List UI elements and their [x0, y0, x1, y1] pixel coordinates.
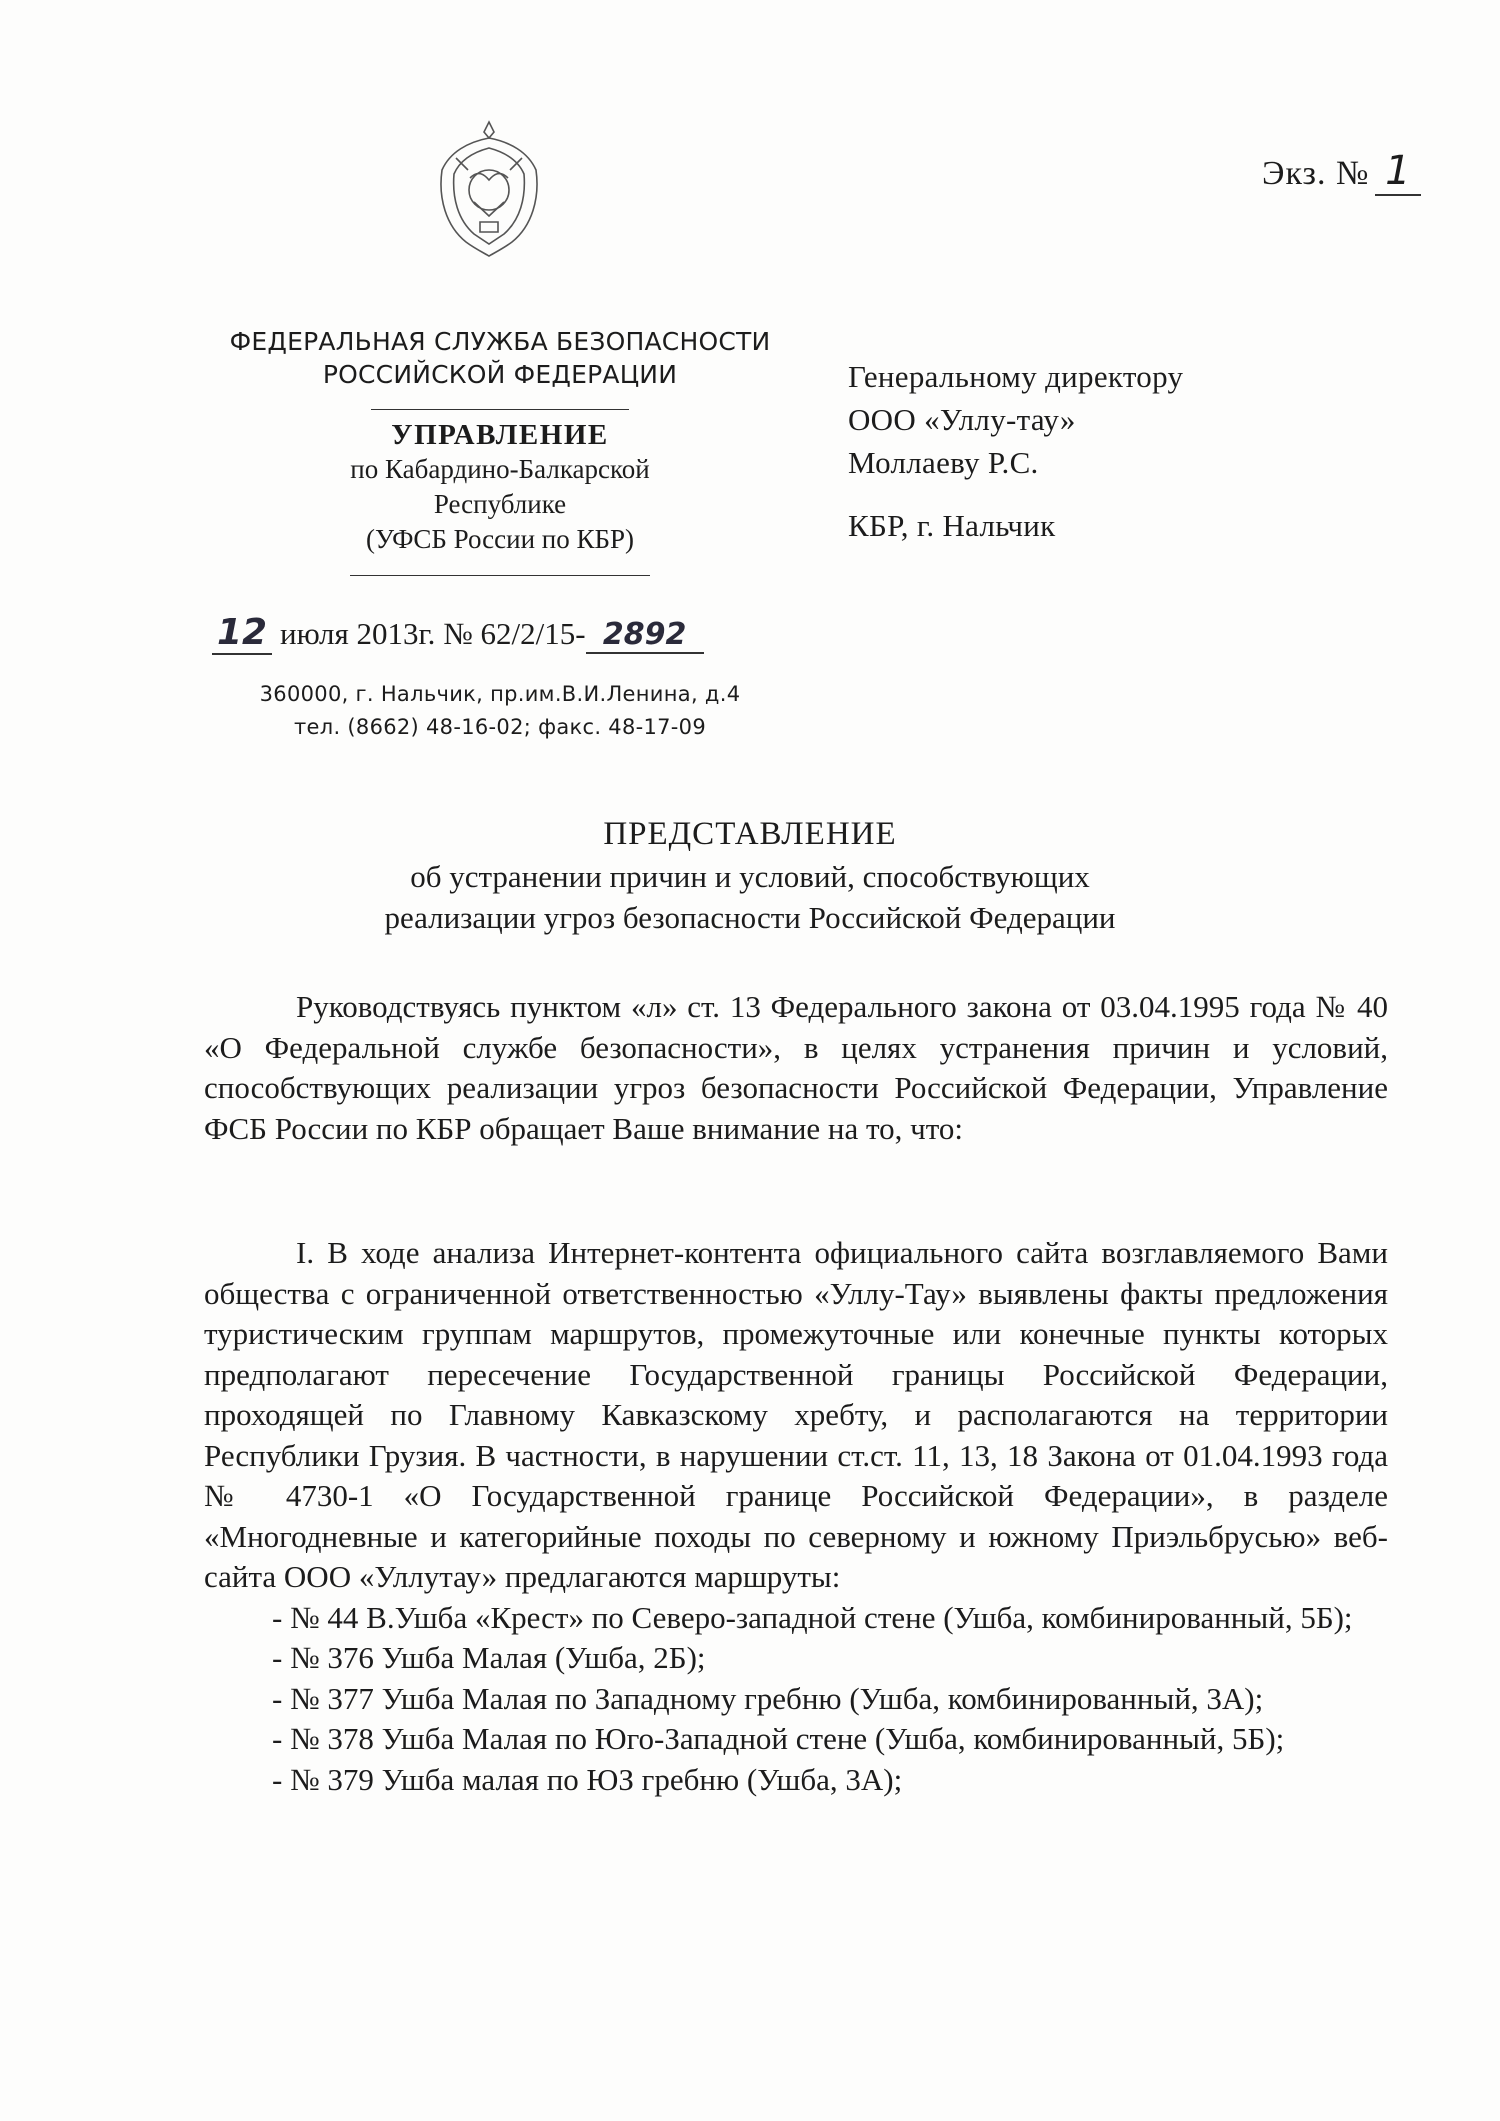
document-title: [200, 812, 1300, 938]
agency-name-line2: РОССИЙСКОЙ ФЕДЕРАЦИИ: [322, 360, 678, 389]
agency-header: [200, 325, 800, 576]
department-title: УПРАВЛЕНИЕ: [391, 419, 609, 451]
body-paragraph-2: [204, 1233, 1388, 1800]
title-sub-line1: об устранении причин и условий, способствующих: [410, 859, 1090, 894]
list-item: - № 379 Ушба малая по ЮЗ гребню (Ушба, 3А);: [272, 1761, 903, 1797]
region-line2: Республике: [433, 489, 567, 519]
fsb-emblem-icon: [428, 118, 550, 260]
divider: [371, 409, 629, 410]
paragraph-text: I. В ходе анализа Интернет-контента официального сайта возглавляемого Вами обществa с ограниченной ответственностью «Уллу-Тау» выявлены факты предложения туристическим группам маршрутов, промежуточные или конечные пункты которых предполагают пересечение Государственной границы Российской Федерации, проходящей по Главному Кавказскому хребту, и располагаются на территории Республики Грузия. В частности, в нарушении ст.ст. 11, 13, 18 Закона от 01.04.1993 года № 4730-1 «О Государственной границе Российской Федерации», в разделе «Многодневные и категорийные походы по северному и южному Приэльбрусью» веб-сайта ООО «Уллутау» предлагаются маршруты:: [204, 1235, 1388, 1594]
month-year: июля 2013г.: [280, 616, 436, 651]
list-item: - № 377 Ушба Малая по Западному гребню (Ушба, комбинированный, 3А);: [272, 1680, 1264, 1716]
list-item: - № 376 Ушба Малая (Ушба, 2Б);: [272, 1640, 706, 1675]
document-number-prefix: № 62/2/15-: [443, 616, 586, 651]
recipient-company: ООО «Уллу-тау»: [848, 402, 1076, 437]
body-paragraph-1: [204, 987, 1388, 1149]
agency-address: [200, 678, 800, 744]
recipient-name: Моллаеву Р.С.: [848, 445, 1039, 480]
title-main: ПРЕДСТАВЛЕНИЕ: [603, 816, 897, 852]
address-line: 360000, г. Нальчик, пр.им.В.И.Ленина, д.4: [259, 682, 741, 706]
recipient-block: [848, 355, 1183, 547]
date-line: [212, 612, 704, 655]
list-item: - № 378 Ушба Малая по Юго-Западной стене (Ушба, комбинированный, 5Б);: [272, 1721, 1285, 1756]
list-item: - № 44 В.Ушба «Крест» по Северо-западной стене (Ушба, комбинированный, 5Б);: [272, 1599, 1353, 1635]
paragraph-text: Руководствуясь пунктом «л» ст. 13 Федерального закона от 03.04.1995 года № 40 «О Федеральной службе безопасности», в целях устранения причин и условий, способствующих реализации угроз безопасности Российской Федерации, Управление ФСБ России по КБР обращает Ваше внимание на то, что:: [204, 989, 1388, 1146]
handwritten-day: 12: [212, 612, 272, 655]
recipient-position: Генеральному директору: [848, 359, 1184, 394]
handwritten-reg-number: 2892: [586, 617, 704, 654]
copy-label: Экз. №: [1262, 155, 1370, 192]
region-line1: по Кабардино-Балкарской: [350, 454, 650, 484]
divider: [350, 575, 650, 576]
phone-line: тел. (8662) 48-16-02; факс. 48-17-09: [293, 715, 707, 739]
routes-list: [204, 1598, 1388, 1801]
copy-number-handwritten: 1: [1375, 148, 1421, 196]
agency-abbreviation: (УФСБ России по КБР): [365, 524, 635, 554]
title-sub-line2: реализации угроз безопасности Российской Федерации: [384, 900, 1116, 935]
agency-name-line1: ФЕДЕРАЛЬНАЯ СЛУЖБА БЕЗОПАСНОСТИ: [229, 327, 771, 356]
recipient-city: КБР, г. Нальчик: [848, 508, 1056, 543]
copy-number: [1262, 148, 1421, 196]
